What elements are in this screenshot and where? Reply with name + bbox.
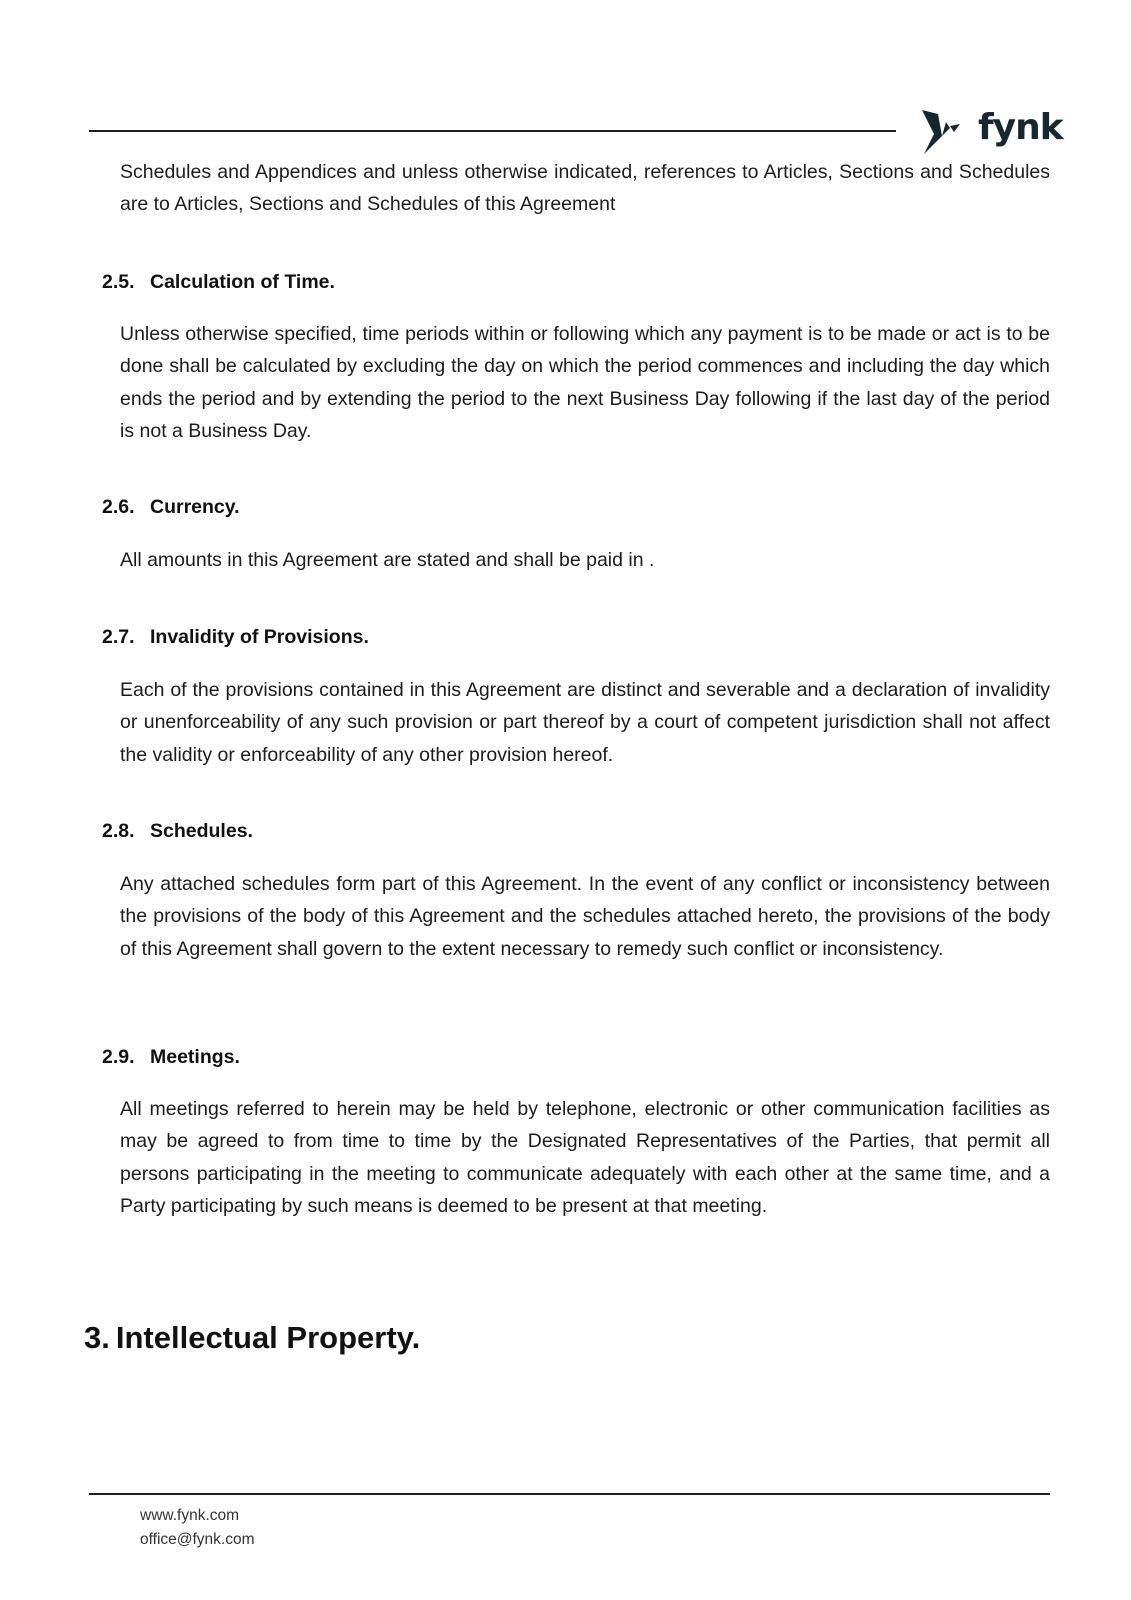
- footer: [140, 1504, 255, 1552]
- footer-divider: [89, 1493, 1050, 1495]
- section-number: 2.9.: [102, 1046, 135, 1068]
- section-title: Invalidity of Provisions.: [150, 626, 369, 648]
- section-number: 2.7.: [102, 626, 135, 648]
- section-heading: [102, 626, 369, 649]
- footer-website-link[interactable]: www.fynk.com: [140, 1507, 240, 1524]
- section-number: 2.6.: [102, 496, 135, 518]
- section-body: All meetings referred to herein may be held by telephone, electronic or other communication facilities as may be agreed to from time to time by the Designated Representatives of the Parties, that permit all persons participating in the meeting to communicate adequately with each other at the same time, and a Party participating by such means is deemed to be present at that meeting.: [120, 1098, 1050, 1217]
- section-heading: [102, 496, 240, 519]
- section-title: Schedules.: [150, 820, 253, 842]
- section-heading: [102, 271, 335, 294]
- main-section-title: Intellectual Property.: [115, 1320, 421, 1355]
- section-heading: [102, 1046, 240, 1069]
- section-title: Meetings.: [150, 1046, 240, 1068]
- header-divider: [89, 130, 896, 132]
- section-title: Calculation of Time.: [150, 271, 335, 293]
- intro-paragraph: Schedules and Appendices and unless otherwise indicated, references to Articles, Sections and Schedules are to Articles, Sections and Schedules of this Agreement: [120, 161, 1050, 216]
- section-title: Currency.: [150, 496, 240, 518]
- section-number: 2.8.: [102, 820, 135, 842]
- footer-email-link[interactable]: office@fynk.com: [140, 1531, 255, 1548]
- section-body: Unless otherwise specified, time periods within or following which any payment is to be made or act is to be done shall be calculated by excluding the day on which the period commences and including the day which ends the period and by extending the period to the next Business Day following if the last day of the period is not a Business Day.: [120, 323, 1050, 442]
- section-body: All amounts in this Agreement are stated and shall be paid in .: [120, 549, 655, 571]
- section-heading: [102, 820, 253, 843]
- section-number: 2.5.: [102, 271, 135, 293]
- section-body: Any attached schedules form part of this Agreement. In the event of any conflict or inconsistency between the provisions of the body of this Agreement and the schedules attached hereto, the provisions of the body of this Agreement shall govern to the extent necessary to remedy such conflict or inconsistency.: [120, 873, 1050, 960]
- main-section-heading: [84, 1320, 420, 1356]
- section-body: Each of the provisions contained in this Agreement are distinct and severable and a declaration of invalidity or unenforceability of any such provision or part thereof by a court of competent jurisdiction shall not affect the validity or enforceability of any other provision hereof.: [120, 679, 1050, 766]
- logo-wordmark: fynk: [978, 107, 1063, 148]
- main-section-number: 3.: [84, 1320, 110, 1355]
